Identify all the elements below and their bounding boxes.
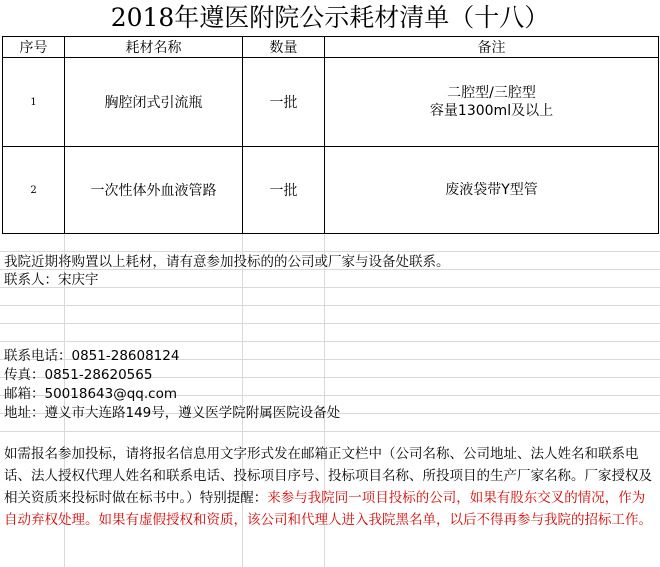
contact-address: 地址：遵义市大连路149号，遵义医学院附属医院设备处 [4,405,341,421]
contact-person: 联系人：宋庆宇 [4,272,99,288]
item-quantity: 一批 [243,58,325,147]
contact-email: 邮箱：50018643@qq.com [4,386,177,402]
column-header-qty: 数量 [243,37,325,58]
page-title: 2018年遵医附院公示耗材清单（十八） [110,3,550,32]
gridline [0,431,660,432]
gridline [0,287,660,288]
remark-line: 二腔型/三腔型 [447,85,536,101]
contact-phone: 联系电话：0851-28608124 [4,348,180,364]
table-row [3,58,659,147]
consumables-table [2,36,659,234]
gridline [0,323,660,324]
item-name: 一次性体外血液管路 [65,147,243,234]
item-remark [325,58,659,147]
instructions-paragraph [4,443,656,531]
column-header-name: 耗材名称 [65,37,243,58]
remark-line: 废液袋带Y型管 [445,182,538,198]
item-remark [325,147,659,234]
gridline [0,251,660,252]
column-header-remark: 备注 [325,37,659,58]
item-quantity: 一批 [243,147,325,234]
column-header-no: 序号 [3,37,65,58]
warning-text: 来参与我院同一项目投标的公司，如果有股东交叉的情况，作为自动弃权处理。如果有虚假授权和资质，该公司和代理人进入我院黑名单，以后不得再参与我院的招标工作。 [4,490,652,528]
gridline [0,305,660,306]
table-header-row [3,37,659,58]
table-row [3,147,659,234]
row-number: 2 [3,147,65,234]
contact-fax: 传真：0851-28620565 [4,367,153,383]
gridline [0,341,660,342]
notice-text: 我院近期将购置以上耗材，请有意参加投标的的公司或厂家与设备处联系。 [4,254,450,270]
item-name: 胸腔闭式引流瓶 [65,58,243,147]
row-number: 1 [3,58,65,147]
instructions-text: 如需报名参加投标，请将报名信息用文字形式发在邮箱正文栏中（公司名称、公司地址、法人姓名和联系电话、法人授权代理人姓名和联系电话、投标项目序号、投标项目名称、所投项目的生产厂家名称。厂家授权及相关资质来投标时做在标书中。）特别提醒： [4,446,652,506]
remark-line: 容量1300ml及以上 [429,103,554,119]
